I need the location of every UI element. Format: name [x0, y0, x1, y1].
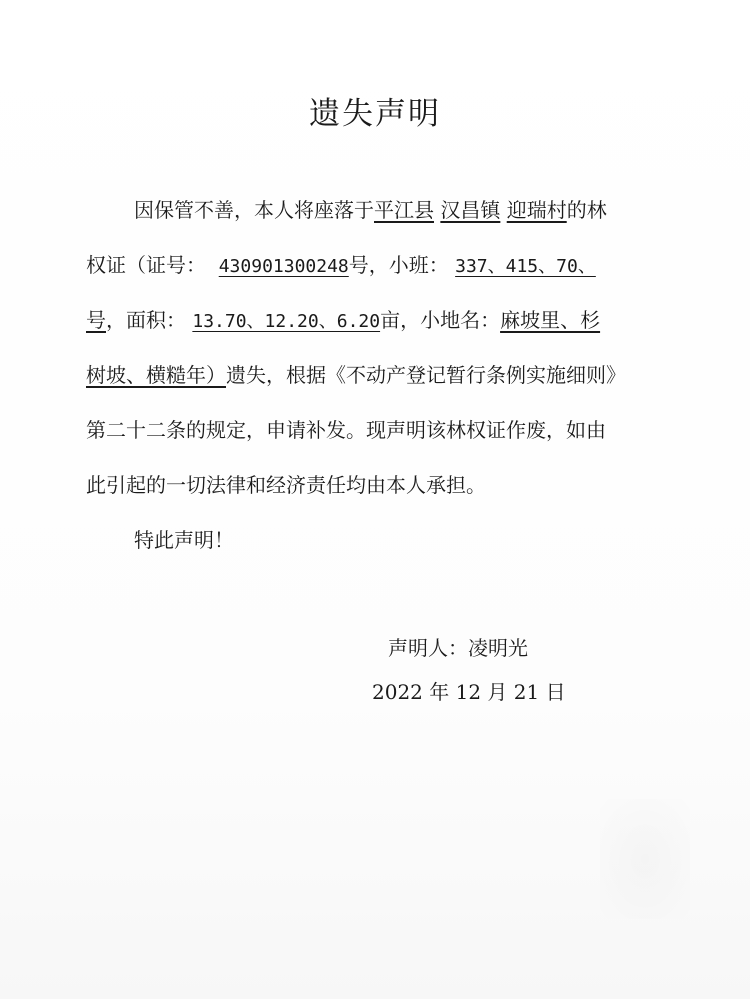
text-segment: 亩，小地名： — [380, 308, 501, 332]
text-segment: 权证（证号： — [86, 253, 206, 277]
closing-text: 特此声明！ — [134, 528, 234, 552]
certificate-number: 430901300248 — [218, 256, 349, 277]
text-segment: ，面积： — [106, 308, 186, 332]
closing-line — [86, 520, 666, 575]
paper-shading — [600, 799, 690, 919]
village-name: 迎瑞村 — [506, 198, 567, 222]
page-title: 遗失声明 — [309, 96, 441, 132]
text-segment: 因保管不善，本人将座落于 — [134, 198, 374, 222]
place-name-part-1: 麻坡里、杉 — [500, 308, 601, 332]
declaration-line-1 — [86, 190, 666, 245]
signer-name: 声明人：凌明光 — [388, 636, 528, 660]
declaration-line-2 — [86, 245, 666, 300]
declaration-body — [86, 190, 666, 575]
text-segment: 此引起的一切法律和经济责任均由本人承担。 — [86, 473, 486, 497]
place-name-part-2: 树坡、横糙年） — [86, 363, 226, 387]
area-values: 13.70、12.20、6.20 — [192, 311, 381, 332]
declaration-line-3 — [86, 300, 666, 355]
declaration-line-6 — [86, 465, 666, 520]
county-name: 平江县 — [374, 198, 434, 222]
plot-class-numbers: 337、415、70、 — [455, 256, 596, 277]
declaration-line-5 — [86, 410, 666, 465]
plot-class-end: 号 — [86, 308, 106, 332]
text-segment: 第二十二条的规定，申请补发。现声明该林权证作废，如由 — [86, 418, 606, 442]
text-segment: 的林 — [566, 198, 607, 222]
declaration-date: 2022 年 12 月 21 日 — [372, 680, 566, 704]
text-segment: 遗失，根据《不动产登记暂行条例实施细则》 — [226, 363, 626, 387]
town-name: 汉昌镇 — [440, 198, 501, 222]
text-segment: 号，小班： — [348, 253, 449, 277]
declaration-line-4 — [86, 355, 666, 410]
